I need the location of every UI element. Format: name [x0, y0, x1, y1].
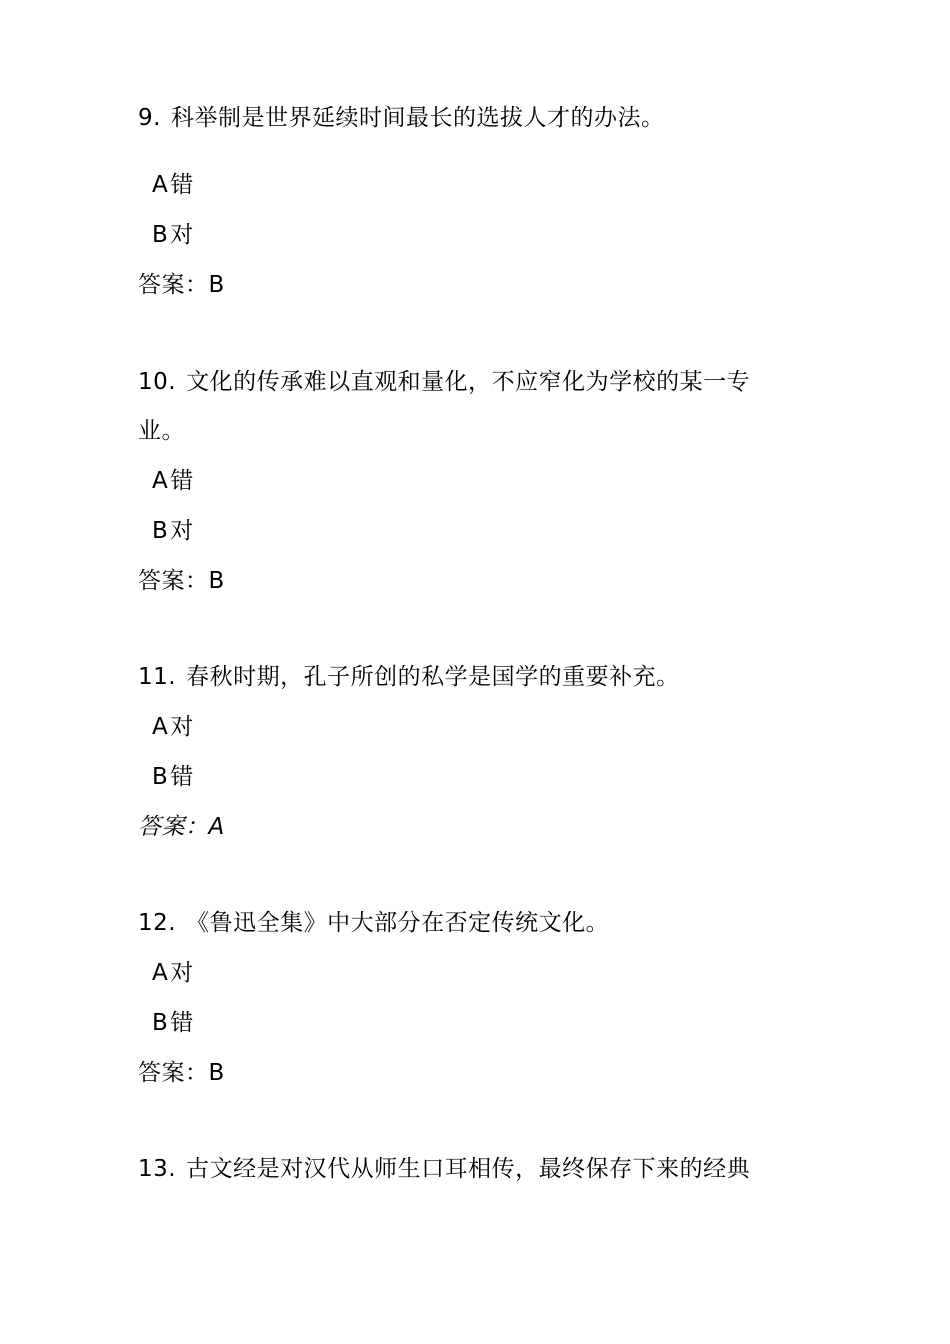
answer-value: B — [208, 272, 225, 298]
question-9-option-b — [152, 220, 194, 250]
question-12 — [138, 908, 609, 938]
option-text: 对 — [170, 222, 194, 248]
option-text: 错 — [170, 764, 194, 790]
question-12-answer — [138, 1058, 225, 1088]
question-number: 9. — [138, 105, 161, 131]
option-letter: A — [152, 714, 169, 740]
question-text: 古文经是对汉代从师生口耳相传，最终保存下来的经典 — [186, 1156, 751, 1182]
question-10-continuation — [138, 416, 185, 446]
question-13 — [138, 1154, 750, 1184]
question-9 — [138, 103, 664, 133]
question-10-option-b — [152, 516, 194, 546]
answer-value: B — [208, 568, 225, 594]
option-letter: B — [152, 222, 169, 248]
question-text: 《鲁迅全集》中大部分在否定传统文化。 — [186, 910, 610, 936]
option-text: 错 — [170, 468, 194, 494]
question-9-answer — [138, 270, 225, 300]
question-10-option-a — [152, 466, 194, 496]
option-letter: B — [152, 518, 169, 544]
option-text: 对 — [170, 518, 194, 544]
question-text: 科举制是世界延续时间最长的选拔人才的办法。 — [170, 105, 665, 131]
option-text: 对 — [170, 714, 194, 740]
question-12-option-a — [152, 958, 194, 988]
option-text: 错 — [170, 1010, 194, 1036]
question-10-answer — [138, 566, 225, 596]
question-9-option-a — [152, 170, 194, 200]
answer-label: 答案： — [138, 568, 209, 594]
question-12-option-b — [152, 1008, 194, 1038]
option-letter: B — [152, 1010, 169, 1036]
answer-label: 答案： — [138, 1060, 209, 1086]
question-text: 业。 — [138, 418, 185, 444]
answer-value: A — [208, 814, 225, 840]
question-11-option-a — [152, 712, 194, 742]
answer-label: 答案： — [138, 272, 209, 298]
question-11-answer — [138, 812, 225, 842]
question-11-option-b — [152, 762, 194, 792]
option-text: 错 — [170, 172, 194, 198]
question-number: 12. — [138, 910, 177, 936]
question-10 — [138, 367, 750, 397]
option-text: 对 — [170, 960, 194, 986]
question-text: 文化的传承难以直观和量化，不应窄化为学校的某一专 — [186, 369, 751, 395]
answer-value: B — [208, 1060, 225, 1086]
question-11 — [138, 662, 680, 692]
option-letter: A — [152, 960, 169, 986]
option-letter: A — [152, 468, 169, 494]
question-number: 13. — [138, 1156, 177, 1182]
answer-label: 答案： — [138, 814, 209, 840]
option-letter: B — [152, 764, 169, 790]
question-text: 春秋时期，孔子所创的私学是国学的重要补充。 — [186, 664, 680, 690]
option-letter: A — [152, 172, 169, 198]
question-number: 11. — [138, 664, 177, 690]
question-number: 10. — [138, 369, 177, 395]
